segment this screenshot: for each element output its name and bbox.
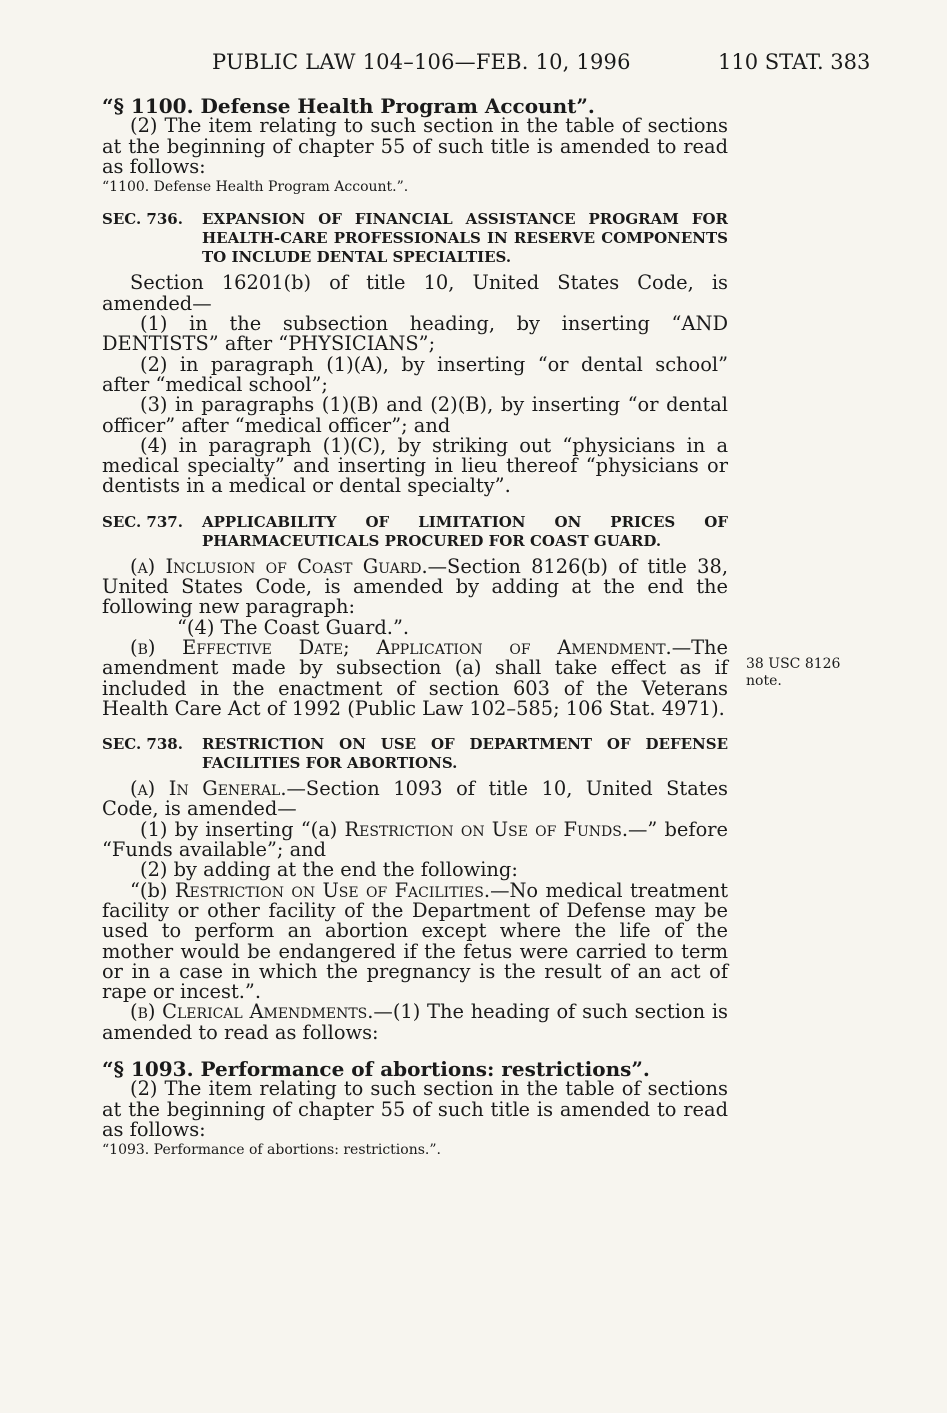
paragraph: (b) Effective Date; Application of Amendment.—The amendment made by subsection (a) shall take effect as if included in the enactment of section 603 of the Veterans Health Care Act of 1992 (Public Law 102–585; 106 Stat. 4971). bbox=[102, 635, 728, 720]
margin-note-line-1: 38 USC 8126 bbox=[746, 656, 841, 672]
paragraph: Section 16201(b) of title 10, United States Code, is amended— bbox=[102, 271, 728, 315]
section-heading-text: RESTRICTION ON USE OF DEPARTMENT OF DEFENSE FACILITIES FOR ABORTIONS. bbox=[202, 735, 728, 773]
quoted-paragraph: “(4) The Coast Guard.”. bbox=[177, 615, 410, 639]
statute-page-number: 110 STAT. 383 bbox=[718, 50, 871, 74]
section-heading-text: EXPANSION OF FINANCIAL ASSISTANCE PROGRAM FOR HEALTH-CARE PROFESSIONALS IN RESERVE COMPONENTS TO INCLUDE DENTAL SPECIALTIES. bbox=[202, 210, 728, 267]
table-item: “1100. Defense Health Program Account.”. bbox=[102, 179, 409, 196]
section-heading-736 bbox=[102, 210, 728, 267]
list-item: (4) in paragraph (1)(C), by striking out “physicians in a medical specialty” and inserting in lieu thereof “physicians or dentists in a medical or dental specialty”. bbox=[102, 433, 728, 498]
quoted-paragraph: “(b) Restriction on Use of Facilities.—No medical treatment facility or other facility of the Department of Defense may be used to perform an abortion except where the life of the mother would be endangered if the fetus were carried to term or in a case in which the pregnancy is the result of an act of rape or incest.”. bbox=[102, 878, 728, 1004]
paragraph: (a) Inclusion of Coast Guard.—Section 8126(b) of title 38, United States Code, is amended by adding at the end the following new paragraph: bbox=[102, 554, 728, 619]
list-item: (1) by inserting “(a) Restriction on Use of Funds.—” before “Funds available”; and bbox=[102, 817, 729, 862]
section-title-1100: “§ 1100. Defense Health Program Account”. bbox=[102, 94, 595, 118]
document-body bbox=[102, 96, 728, 1160]
list-item: (1) in the subsection heading, by inserting “AND DENTISTS” after “PHYSICIANS”; bbox=[102, 312, 728, 356]
running-head: PUBLIC LAW 104–106—FEB. 10, 1996 bbox=[212, 50, 631, 74]
section-label: SEC. 736. bbox=[102, 210, 183, 229]
margin-note-line-2: note. bbox=[746, 673, 782, 689]
list-item: (3) in paragraphs (1)(B) and (2)(B), by inserting “or dental officer” after “medical officer”; and bbox=[102, 393, 728, 437]
margin-note bbox=[746, 656, 846, 690]
section-heading-text: APPLICABILITY OF LIMITATION ON PRICES OF PHARMACEUTICALS PROCURED FOR COAST GUARD. bbox=[202, 512, 728, 550]
table-item: “1093. Performance of abortions: restrictions.”. bbox=[102, 1142, 441, 1159]
section-heading-738 bbox=[102, 735, 728, 773]
section-heading-737 bbox=[102, 513, 728, 551]
list-item: (2) in paragraph (1)(A), by inserting “or dental school” after “medical school”; bbox=[102, 352, 728, 396]
section-title-1093: “§ 1093. Performance of abortions: restrictions”. bbox=[102, 1056, 650, 1081]
list-item: (2) by adding at the end the following: bbox=[140, 858, 518, 882]
paragraph: (2) The item relating to such section in the table of sections at the beginning of chapter 55 of such title is amended to read as follows: bbox=[102, 114, 728, 178]
section-label: SEC. 738. bbox=[102, 735, 183, 754]
section-label: SEC. 737. bbox=[102, 512, 183, 531]
paragraph: (2) The item relating to such section in the table of sections at the beginning of chapter 55 of such title is amended to read as follows: bbox=[102, 1077, 728, 1141]
paragraph: (b) Clerical Amendments.—(1) The heading of such section is amended to read as follows: bbox=[102, 1000, 728, 1044]
paragraph: (a) In General.—Section 1093 of title 10, United States Code, is amended— bbox=[102, 777, 728, 821]
